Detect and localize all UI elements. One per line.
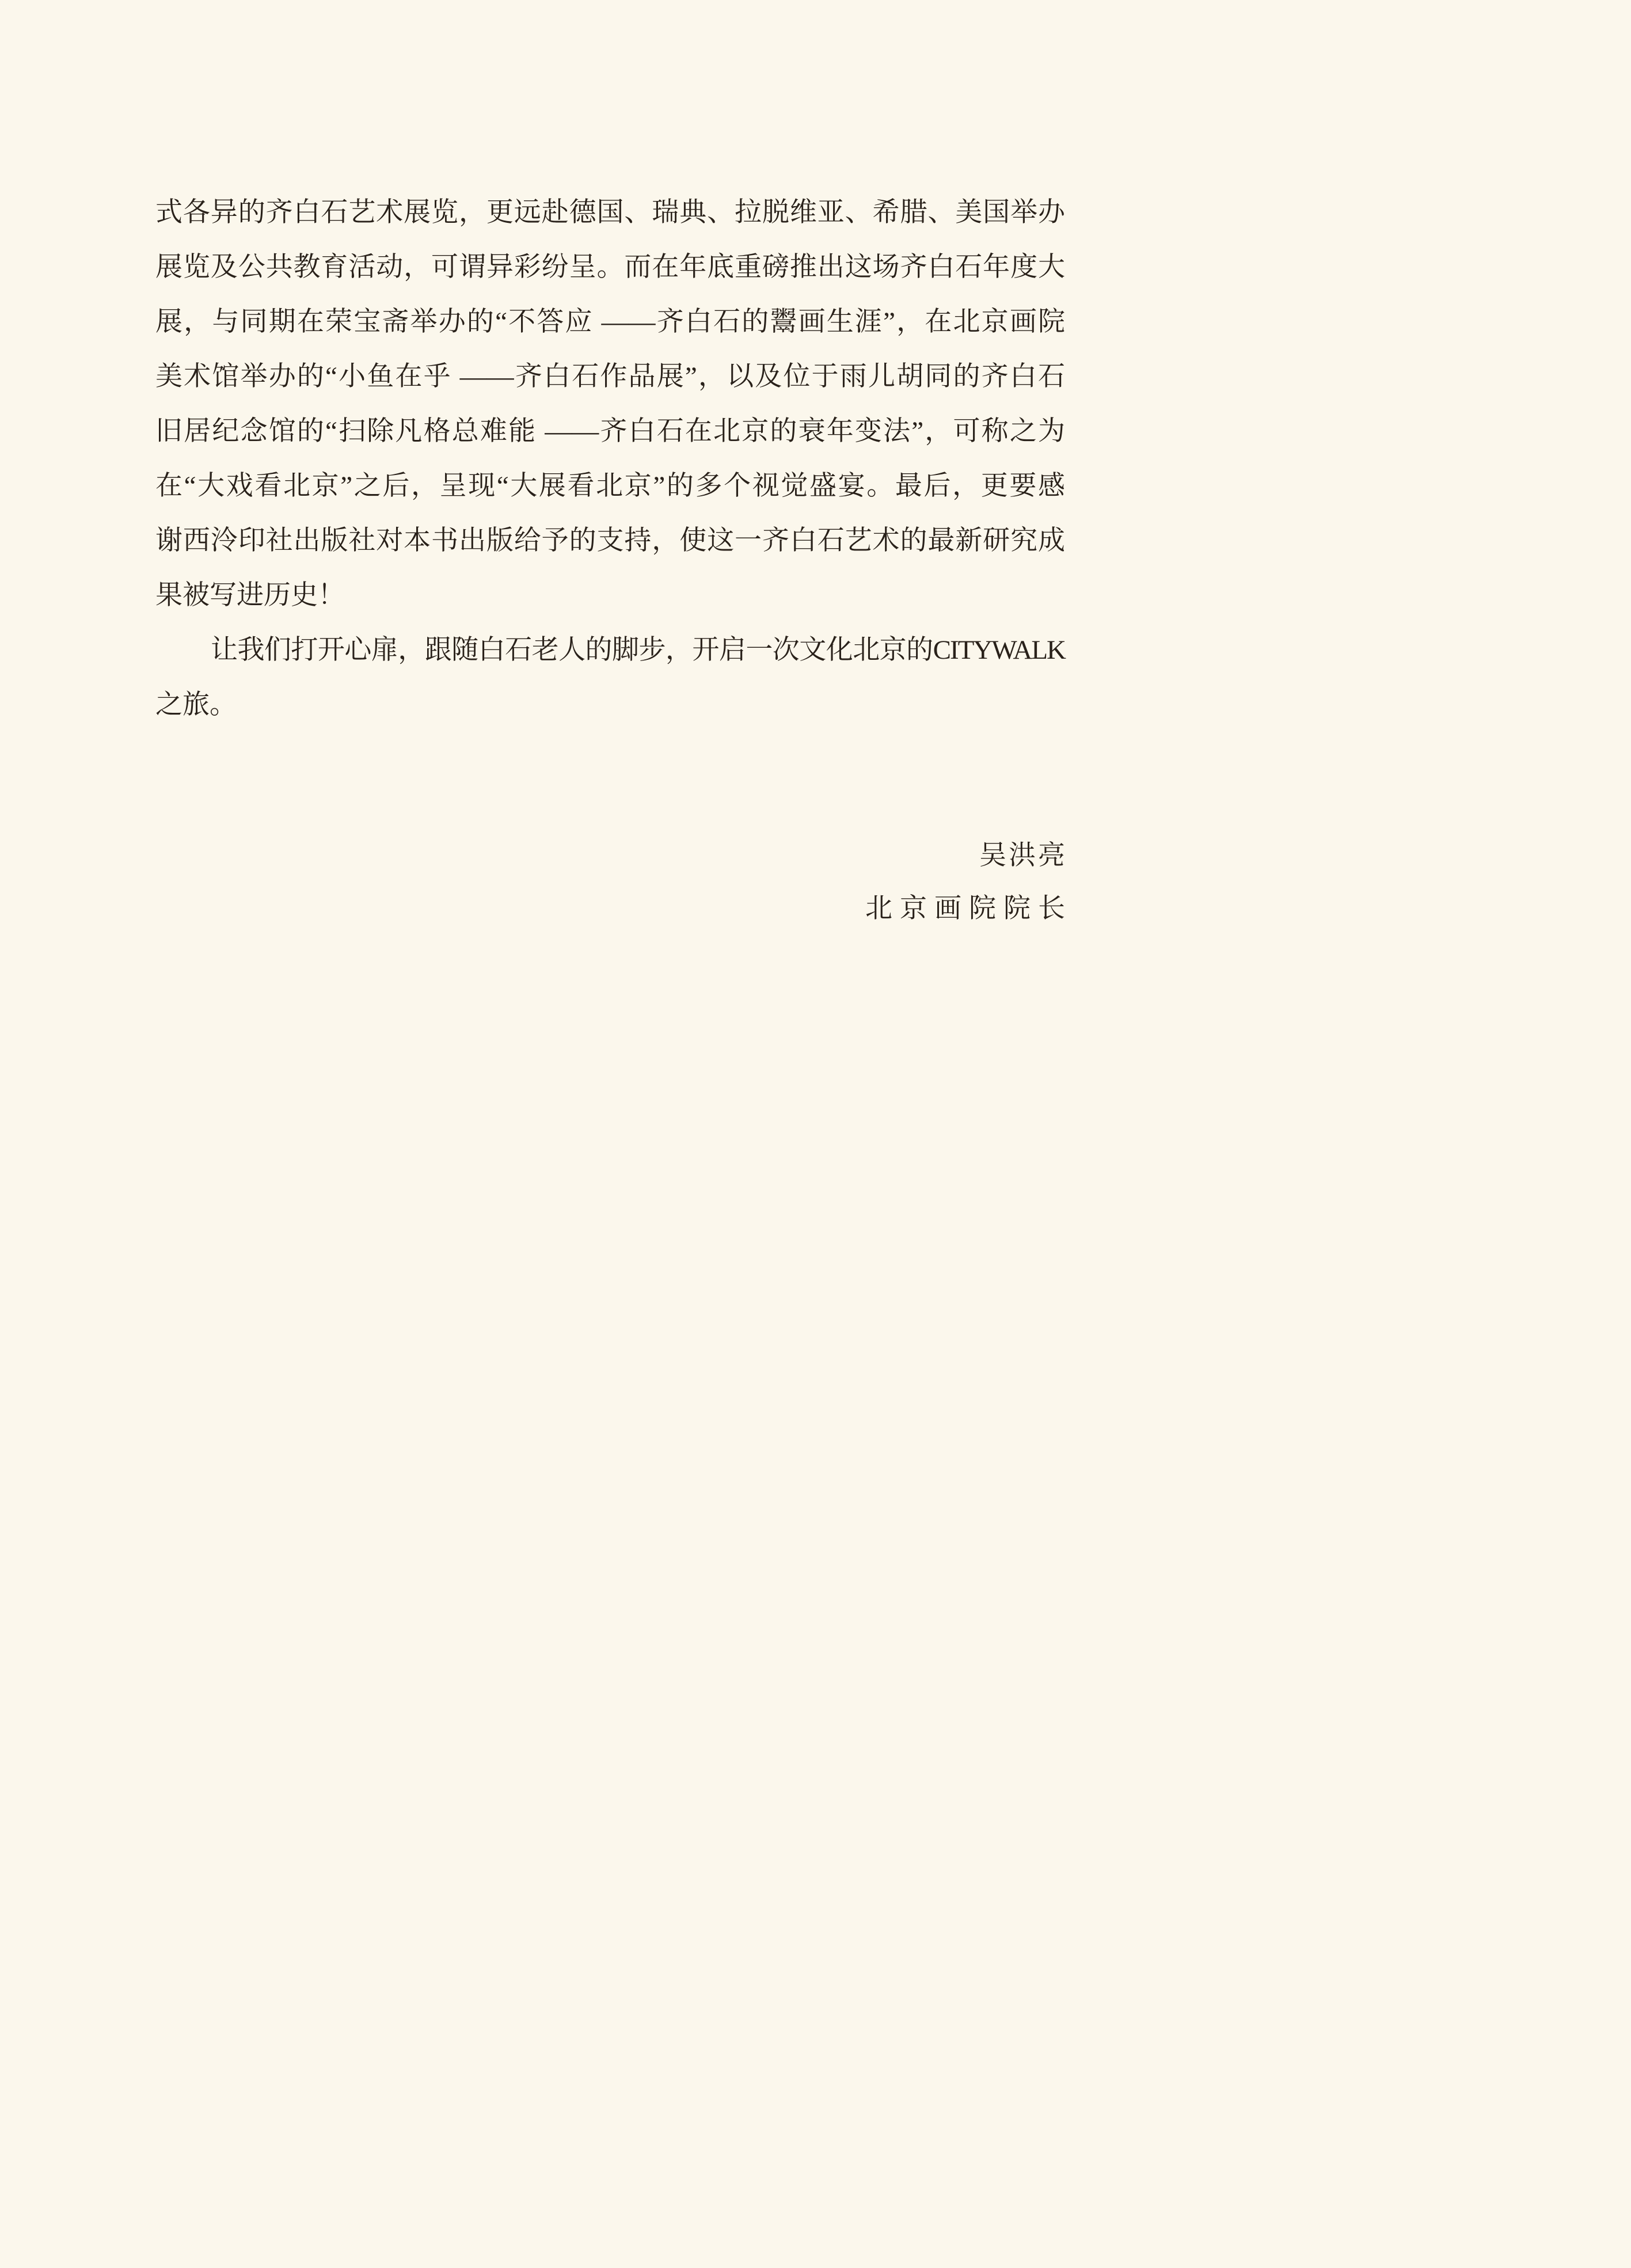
body-text-line: 之旅。 <box>155 690 237 720</box>
body-text-line: 在“大戏看北京”之后，呈现“大展看北京”的多个视觉盛宴。最后，更要感 <box>155 471 1065 501</box>
body-text-line: 果被写进历史！ <box>155 580 345 610</box>
body-text-line: 美术馆举办的“小鱼在乎 ——齐白石作品展”，以及位于雨儿胡同的齐白石 <box>155 362 1065 392</box>
signature-block <box>865 829 1073 935</box>
body-text-line: 让我们打开心扉，跟随白石老人的脚步，开启一次文化北京的CITYWALK <box>211 635 1065 665</box>
body-text-line: 旧居纪念馆的“扫除凡格总难能 ——齐白石在北京的衰年变法”，可称之为 <box>155 416 1065 446</box>
body-text-line: 展览及公共教育活动，可谓异彩纷呈。而在年底重磅推出这场齐白石年度大 <box>155 252 1065 282</box>
body-text-line: 展，与同期在荣宝斋举办的“不答应 ——齐白石的鬻画生涯”，在北京画院 <box>155 307 1065 337</box>
signature-name: 吴洪亮 <box>979 841 1067 871</box>
signature-title: 北京画院院长 <box>865 894 1073 924</box>
body-text-line: 式各异的齐白石艺术展览，更远赴德国、瑞典、拉脱维亚、希腊、美国举办 <box>155 197 1065 227</box>
body-text-line: 谢西泠印社出版社对本书出版给予的支持，使这一齐白石艺术的最新研究成 <box>155 526 1065 556</box>
page-text-block <box>155 185 1065 732</box>
